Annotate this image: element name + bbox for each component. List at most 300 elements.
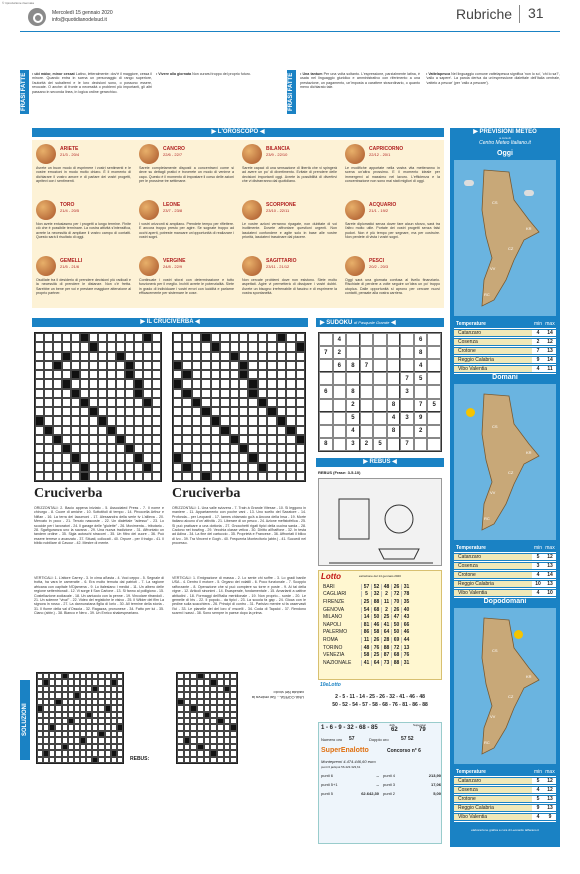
crossword-cell	[296, 463, 305, 472]
temp-max: 12	[544, 339, 556, 345]
superstar-value: 79	[419, 727, 426, 733]
sign-name: SCORPIONE	[266, 202, 297, 208]
crossword-cell	[239, 407, 248, 416]
cruciverba-clues-orizz-2: ORIZZONTALI: 1. Una valle svizzera - 7. Train à Grande Vitesse - 10. Si leggono in maniere - 11. Appartamento con poche vani - 13. Uno scelto del Saxatore - 14. Profonda... per Leopardi - 17. Iames chiamato gu'à a Ancora della Insa - 19. Morte italiano alcuno d'un' attività - 21. Liberare di un pesco - 24. Azione mefistofelica - 25. Si può praticare a una dottoria - 27. Gnocchetti rigati tipici della cucina sarda - 28. Cadono nel bowling - 29. Vecchia classe velica - 30. Diritto all'baffone - 32. In testa ad Adina - 34. La fine del cartuccio - 35. Proprietà e Francese - 36. Affrontati il bilico di Ivo - 39. Tra Vincent e Gogh - 40. Frequenta Montecitorio (abbr.) - 41. Succedi nel processo.	[172, 506, 306, 546]
crossword-cell	[173, 352, 182, 361]
temp-row	[454, 329, 556, 338]
temp-row	[454, 338, 556, 347]
crossword-block	[201, 333, 210, 342]
crossword-cell	[89, 444, 98, 453]
crossword-cell	[182, 352, 191, 361]
sign-name: ARIETE	[60, 146, 79, 152]
crossword-cell	[53, 352, 62, 361]
solution-grid-2	[176, 672, 238, 764]
zodiac-icon	[345, 200, 365, 220]
sudoku-cell: 8	[387, 399, 401, 412]
quota-row	[321, 773, 379, 778]
frasi-label-right: FRASI FATTE	[287, 70, 296, 114]
temp-max: 13	[544, 805, 556, 811]
lotto-city: NAPOLI	[323, 621, 342, 628]
temp-max: 12	[544, 778, 556, 784]
lotto-number: 14	[361, 614, 371, 620]
cruciverba-clues-vert-1: VERTICALI: 1. L'attore Carrey - 3. In cima all'asta - 4. Voci ceppo - 5. Segnale di trotta, ha vara le cameratie - 6. Era molto temuta dai patrioti - 7. La ragione africana con capitale N'Djamena - 9. Lo italesiano i medici - 11. Un albero delle regione settentrionali - 12. Vi sorge il San Carlone - 13. Si fanno al polligiono - 15. Costellazione zodiacale - 18. Un cartuccio con la penne - 19. Vincolare ritrandoli - 21. Un solenne "viva!" - 22. Video del registiche le visivo - 25. Il Wilder del film La signora in rosso - 27. La dannunziana figlia di Iorio - 30. All termine della storia - 31. Il fiume della val d'Ossola - 32. Ragazza, pronunese - 34. Fatto per lui - 35. Ciano (abbr.) - 38. Bianco e Nero - 39. Un Enrico shakespeariano.	[34, 576, 164, 616]
crossword-block	[98, 416, 107, 425]
crossword-cell	[89, 370, 98, 379]
crossword-cell	[201, 361, 210, 370]
crossword-cell	[89, 472, 98, 481]
crossword-block	[44, 426, 53, 435]
rebus-solution-text: UNA CORSA... Sai vedeva la caduta Nel vicolo	[251, 690, 304, 700]
zodiac-icon	[36, 200, 56, 220]
soluzioni-label: SOLUZIONI	[20, 680, 30, 760]
crossword-cell	[286, 472, 295, 481]
crossword-block	[89, 342, 98, 351]
meteo-title-text: PREVISIONI METEO	[479, 129, 537, 135]
crossword-cell	[44, 453, 53, 462]
lotto-city: NAZIONALE	[323, 659, 352, 666]
crossword-cell	[230, 379, 239, 388]
lotto-number: 50	[391, 629, 401, 635]
meteo-map-dopodomani	[454, 608, 556, 764]
temp-max: 12	[544, 787, 556, 793]
crossword-cell	[239, 435, 248, 444]
crossword-cell	[192, 472, 201, 481]
crossword-cell	[62, 416, 71, 425]
crossword-cell	[116, 389, 125, 398]
sudoku-cell	[387, 333, 401, 346]
crossword-cell	[182, 342, 191, 351]
crossword-cell	[267, 426, 276, 435]
crossword-cell	[239, 416, 248, 425]
lotto-estrazione: estrazione del 14 gennaio 2020	[359, 574, 401, 578]
crossword-cell	[107, 370, 116, 379]
oroscopo-title: L'OROSCOPO	[217, 129, 259, 135]
temp-row	[454, 804, 556, 813]
crossword-cell	[125, 416, 134, 425]
sign-name: CANCRO	[163, 146, 185, 152]
temp-min: 5	[532, 554, 544, 560]
diecielotto-box	[318, 682, 442, 724]
crossword-cell	[71, 444, 80, 453]
crossword-block	[201, 407, 210, 416]
crossword-cell	[80, 342, 89, 351]
crossword-cell	[116, 416, 125, 425]
lotto-number: 68	[371, 607, 381, 613]
sign-text: Non cercate problemi dove non esistono. Siete molto aspettati. Agire vi permetterà di dissipare i vostri dubbi. Avrete un bisogno irrefrenabile di fascino e di esprimere la vostra spontaneità.	[242, 278, 337, 296]
crossword-cell	[71, 361, 80, 370]
crossword-cell	[152, 370, 161, 379]
temp-min: 4	[532, 787, 544, 793]
crossword-block	[134, 379, 143, 388]
crossword-cell	[117, 757, 123, 763]
sudoku-cell	[373, 425, 387, 438]
sudoku-cell	[333, 412, 347, 425]
lotto-number: 64	[381, 629, 391, 635]
crossword-cell	[197, 757, 204, 763]
crossword-cell	[286, 333, 295, 342]
crossword-cell	[296, 407, 305, 416]
lotto-row	[321, 629, 441, 637]
crossword-cell	[296, 352, 305, 361]
quota-label: punti 6	[321, 773, 334, 778]
crossword-cell	[267, 416, 276, 425]
crossword-block	[220, 426, 229, 435]
sudoku-cell: 6	[319, 385, 333, 398]
lotto-number: 47	[391, 614, 401, 620]
crossword-cell	[125, 472, 134, 481]
sudoku-title: SUDOKU	[326, 320, 353, 326]
crossword-cell	[182, 444, 191, 453]
meteo-panel	[450, 128, 560, 847]
temp-label: Temperature	[456, 321, 486, 327]
crossword-block	[182, 370, 191, 379]
temp-row	[454, 356, 556, 365]
crossword-block	[192, 398, 201, 407]
sudoku-cell	[360, 372, 374, 385]
crossword-block	[125, 361, 134, 370]
crossword-block	[267, 407, 276, 416]
crossword-cell	[267, 398, 276, 407]
crossword-cell	[107, 416, 116, 425]
sudoku-cell: 8	[346, 359, 360, 372]
crossword-cell	[116, 361, 125, 370]
crossword-cell	[190, 757, 197, 763]
crossword-cell	[211, 472, 220, 481]
crossword-cell	[296, 361, 305, 370]
crossword-cell	[296, 333, 305, 342]
crossword-cell	[230, 407, 239, 416]
oroscopo-grid	[32, 140, 444, 308]
lotto-row	[321, 583, 441, 591]
zodiac-icon	[345, 256, 365, 276]
crossword-cell	[267, 463, 276, 472]
lotto-number: 81	[361, 622, 371, 628]
temp-city: Crotone	[454, 796, 532, 802]
sudoku-cell	[427, 346, 441, 359]
crossword-block	[125, 370, 134, 379]
sudoku-cell	[387, 438, 401, 451]
lotto-city: ROMA	[323, 636, 338, 643]
sun-icon	[514, 630, 523, 639]
crossword-cell	[173, 342, 182, 351]
horoscope-sign	[34, 142, 133, 196]
lotto-number: 46	[371, 622, 381, 628]
sudoku-cell	[333, 425, 347, 438]
crossword-block	[173, 379, 182, 388]
horoscope-sign	[343, 142, 442, 196]
crossword-cell	[44, 435, 53, 444]
temp-min: 4	[532, 330, 544, 336]
sudoku-cell	[400, 346, 414, 359]
temp-max: 13	[544, 563, 556, 569]
crossword-block	[286, 426, 295, 435]
crossword-cell	[53, 416, 62, 425]
crossword-cell	[44, 379, 53, 388]
crossword-block	[143, 333, 152, 342]
sudoku-author: di Pasquale Grande	[353, 320, 390, 325]
crossword-cell	[201, 416, 210, 425]
crossword-cell	[239, 389, 248, 398]
crossword-cell	[44, 407, 53, 416]
crossword-cell	[125, 342, 134, 351]
crossword-cell	[62, 370, 71, 379]
crossword-cell	[98, 361, 107, 370]
temp-city: Catanzaro	[454, 554, 532, 560]
lotto-city: CAGLIARI	[323, 591, 347, 598]
crossword-cell	[220, 342, 229, 351]
temp-table-header	[454, 768, 556, 777]
crossword-cell	[143, 453, 152, 462]
crossword-cell	[173, 416, 182, 425]
crossword-cell	[286, 435, 295, 444]
crossword-cell	[53, 453, 62, 462]
crossword-cell	[116, 370, 125, 379]
crossword-cell	[217, 757, 224, 763]
crossword-cell	[71, 435, 80, 444]
sign-date: 24/8 - 22/9	[163, 264, 183, 269]
temp-row	[454, 365, 556, 374]
sudoku-cell: 4	[414, 359, 428, 372]
crossword-cell	[98, 398, 107, 407]
sun-icon	[466, 408, 475, 417]
lotto-number: 58	[361, 652, 371, 658]
crossword-cell	[89, 435, 98, 444]
sudoku-cell	[360, 385, 374, 398]
crossword-cell	[134, 407, 143, 416]
crossword-cell	[286, 342, 295, 351]
crossword-block	[53, 435, 62, 444]
crossword-block	[211, 416, 220, 425]
sign-text: Non avete entusiasmo per i progetti a lungo termine. Finite ciò che è possibile terminare. La vostra attività s'intensifica, avrete la necessità di ampliare il vostro campo di contatti. Questo sarà il risultato di oggi.	[36, 222, 131, 240]
crossword-cell	[192, 370, 201, 379]
lotto-number: 5	[361, 591, 371, 597]
crossword-cell	[201, 453, 210, 462]
lotto-row	[321, 598, 441, 606]
crossword-cell	[182, 398, 191, 407]
crossword-cell	[201, 463, 210, 472]
crossword-cell	[258, 453, 267, 462]
sign-date: 21/1 - 19/2	[369, 208, 389, 213]
crossword-cell	[239, 333, 248, 342]
crossword-cell	[211, 435, 220, 444]
crossword-cell	[98, 426, 107, 435]
crossword-cell	[184, 757, 191, 763]
sign-date: 21/4 - 20/5	[60, 208, 80, 213]
sudoku-cell: 6	[333, 359, 347, 372]
temp-min: 4	[532, 814, 544, 820]
crossword-cell	[134, 398, 143, 407]
temp-city: Cosenza	[454, 787, 532, 793]
quota-value: --	[376, 773, 379, 778]
sign-name: SAGITTARIO	[266, 258, 297, 264]
crossword-cell	[53, 398, 62, 407]
sudoku-cell	[360, 346, 374, 359]
temp-label: Temperature	[456, 545, 486, 551]
quota-label: punti 4	[383, 773, 396, 778]
crossword-cell	[248, 407, 257, 416]
crossword-cell	[182, 333, 191, 342]
crossword-block	[277, 333, 286, 342]
temp-min: 7	[532, 348, 544, 354]
crossword-cell	[267, 435, 276, 444]
superenalotto-numbers: 1 - 6 - 9 - 32 - 68 - 85	[321, 725, 378, 731]
crossword-cell	[53, 379, 62, 388]
crossword-cell	[89, 389, 98, 398]
crossword-block	[277, 416, 286, 425]
crossword-cell	[53, 426, 62, 435]
sign-text: Avrete un buon modo di esprimere i vostri sentimenti e le vostre emozioni in modo molto chiaro. È il momento di dichiarare il vostro amore e di parlare dei vostri progetti, apritevi con i sentimenti.	[36, 166, 131, 184]
cruciverba-title: IL CRUCIVERBA	[146, 319, 194, 325]
temp-min: 3	[532, 563, 544, 569]
lotto-number: 31	[401, 584, 411, 590]
crossword-cell	[44, 416, 53, 425]
sudoku-cell	[319, 372, 333, 385]
crossword-cell	[267, 453, 276, 462]
sudoku-cell	[360, 333, 374, 346]
lotto-box	[318, 570, 442, 680]
crossword-cell	[296, 398, 305, 407]
crossword-block	[134, 453, 143, 462]
sudoku-cell	[319, 425, 333, 438]
crossword-block	[134, 389, 143, 398]
temp-max-label: max	[545, 321, 555, 327]
quota-row	[383, 782, 441, 787]
sudoku-cell: 5	[414, 372, 428, 385]
sign-date: 23/11 - 21/12	[266, 264, 290, 269]
temp-row	[454, 553, 556, 562]
crossword-cell	[192, 407, 201, 416]
temp-row	[454, 777, 556, 786]
crossword-cell	[248, 416, 257, 425]
crossword-cell	[35, 379, 44, 388]
numero-oro-label: Numero oro	[321, 737, 343, 742]
sign-date: 23/7 - 23/8	[163, 208, 183, 213]
crossword-block	[201, 472, 210, 481]
crossword-cell	[98, 352, 107, 361]
crossword-cell	[248, 361, 257, 370]
frasi-right-col1	[300, 72, 420, 90]
crossword-cell	[192, 352, 201, 361]
sudoku-cell	[333, 372, 347, 385]
meteo-temps-domani	[454, 544, 556, 598]
crossword-cell	[267, 361, 276, 370]
sudoku-cell: 8	[346, 385, 360, 398]
crossword-cell	[62, 426, 71, 435]
sudoku-cell	[373, 333, 387, 346]
crossword-cell	[80, 416, 89, 425]
lotto-row	[321, 606, 441, 614]
lotto-number: 87	[381, 652, 391, 658]
crossword-cell	[267, 379, 276, 388]
crossword-cell	[258, 407, 267, 416]
crossword-cell	[201, 342, 210, 351]
crossword-cell	[220, 389, 229, 398]
crossword-cell	[230, 472, 239, 481]
temp-label: Temperature	[456, 769, 486, 775]
crossword-cell	[267, 352, 276, 361]
crossword-cell	[125, 352, 134, 361]
crossword-cell	[152, 379, 161, 388]
sudoku-title-bar: ▶ SUDOKU di Pasquale Grande ◀	[316, 318, 444, 327]
crossword-cell	[134, 370, 143, 379]
crossword-cell	[89, 426, 98, 435]
crossword-cell	[152, 453, 161, 462]
superenalotto-box	[318, 722, 442, 844]
crossword-cell	[80, 407, 89, 416]
crossword-cell	[116, 398, 125, 407]
crossword-cell	[143, 389, 152, 398]
crossword-cell	[230, 333, 239, 342]
crossword-cell	[35, 453, 44, 462]
meteo-footer: elaborazione grafica a cura di Leonardo Iaffarano.it	[471, 828, 539, 832]
crossword-cell	[53, 463, 62, 472]
crossword-cell	[296, 444, 305, 453]
crossword-block	[173, 361, 182, 370]
temp-max-label: max	[545, 769, 555, 775]
lotto-number: 88	[391, 660, 401, 666]
crossword-cell	[152, 463, 161, 472]
crossword-cell	[248, 398, 257, 407]
sudoku-cell: 4	[346, 425, 360, 438]
crossword-cell	[62, 453, 71, 462]
crossword-cell	[134, 333, 143, 342]
crossword-cell	[239, 453, 248, 462]
superenalotto-concorso: Concorso n° 6	[387, 748, 421, 754]
crossword-cell	[258, 361, 267, 370]
crossword-cell	[134, 352, 143, 361]
doppio-oro-label: Doppio oro	[369, 737, 389, 742]
crossword-cell	[80, 352, 89, 361]
temp-row	[454, 562, 556, 571]
crossword-cell	[80, 361, 89, 370]
crossword-cell	[35, 463, 44, 472]
crossword-block	[296, 435, 305, 444]
crossword-cell	[230, 398, 239, 407]
crossword-cell	[286, 389, 295, 398]
horoscope-sign	[137, 198, 236, 252]
crossword-cell	[107, 407, 116, 416]
crossword-cell	[220, 370, 229, 379]
crossword-cell	[62, 398, 71, 407]
crossword-cell	[98, 435, 107, 444]
temp-max: 14	[544, 357, 556, 363]
crossword-cell	[267, 333, 276, 342]
crossword-cell	[248, 463, 257, 472]
crossword-cell	[44, 444, 53, 453]
crossword-cell	[80, 435, 89, 444]
crossword-cell	[152, 342, 161, 351]
lotto-number: 57	[361, 584, 371, 590]
rebus-drawing-icon	[319, 479, 443, 567]
map-label-cz: CZ	[508, 470, 514, 475]
jolly-label: Jolly	[389, 723, 396, 727]
crossword-cell	[53, 472, 62, 481]
sign-name: LEONE	[163, 202, 181, 208]
crossword-cell	[201, 370, 210, 379]
crossword-cell	[192, 435, 201, 444]
crossword-cell	[211, 389, 220, 398]
lotto-number: 66	[401, 622, 411, 628]
crossword-cell	[107, 453, 116, 462]
meteo-sub: a cura di	[499, 136, 511, 140]
crossword-cell	[98, 463, 107, 472]
temp-max: 10	[544, 590, 556, 596]
lotto-number: 76	[401, 652, 411, 658]
crossword-cell	[182, 472, 191, 481]
crossword-cell	[286, 370, 295, 379]
crossword-cell	[286, 379, 295, 388]
quota-row	[383, 773, 441, 778]
